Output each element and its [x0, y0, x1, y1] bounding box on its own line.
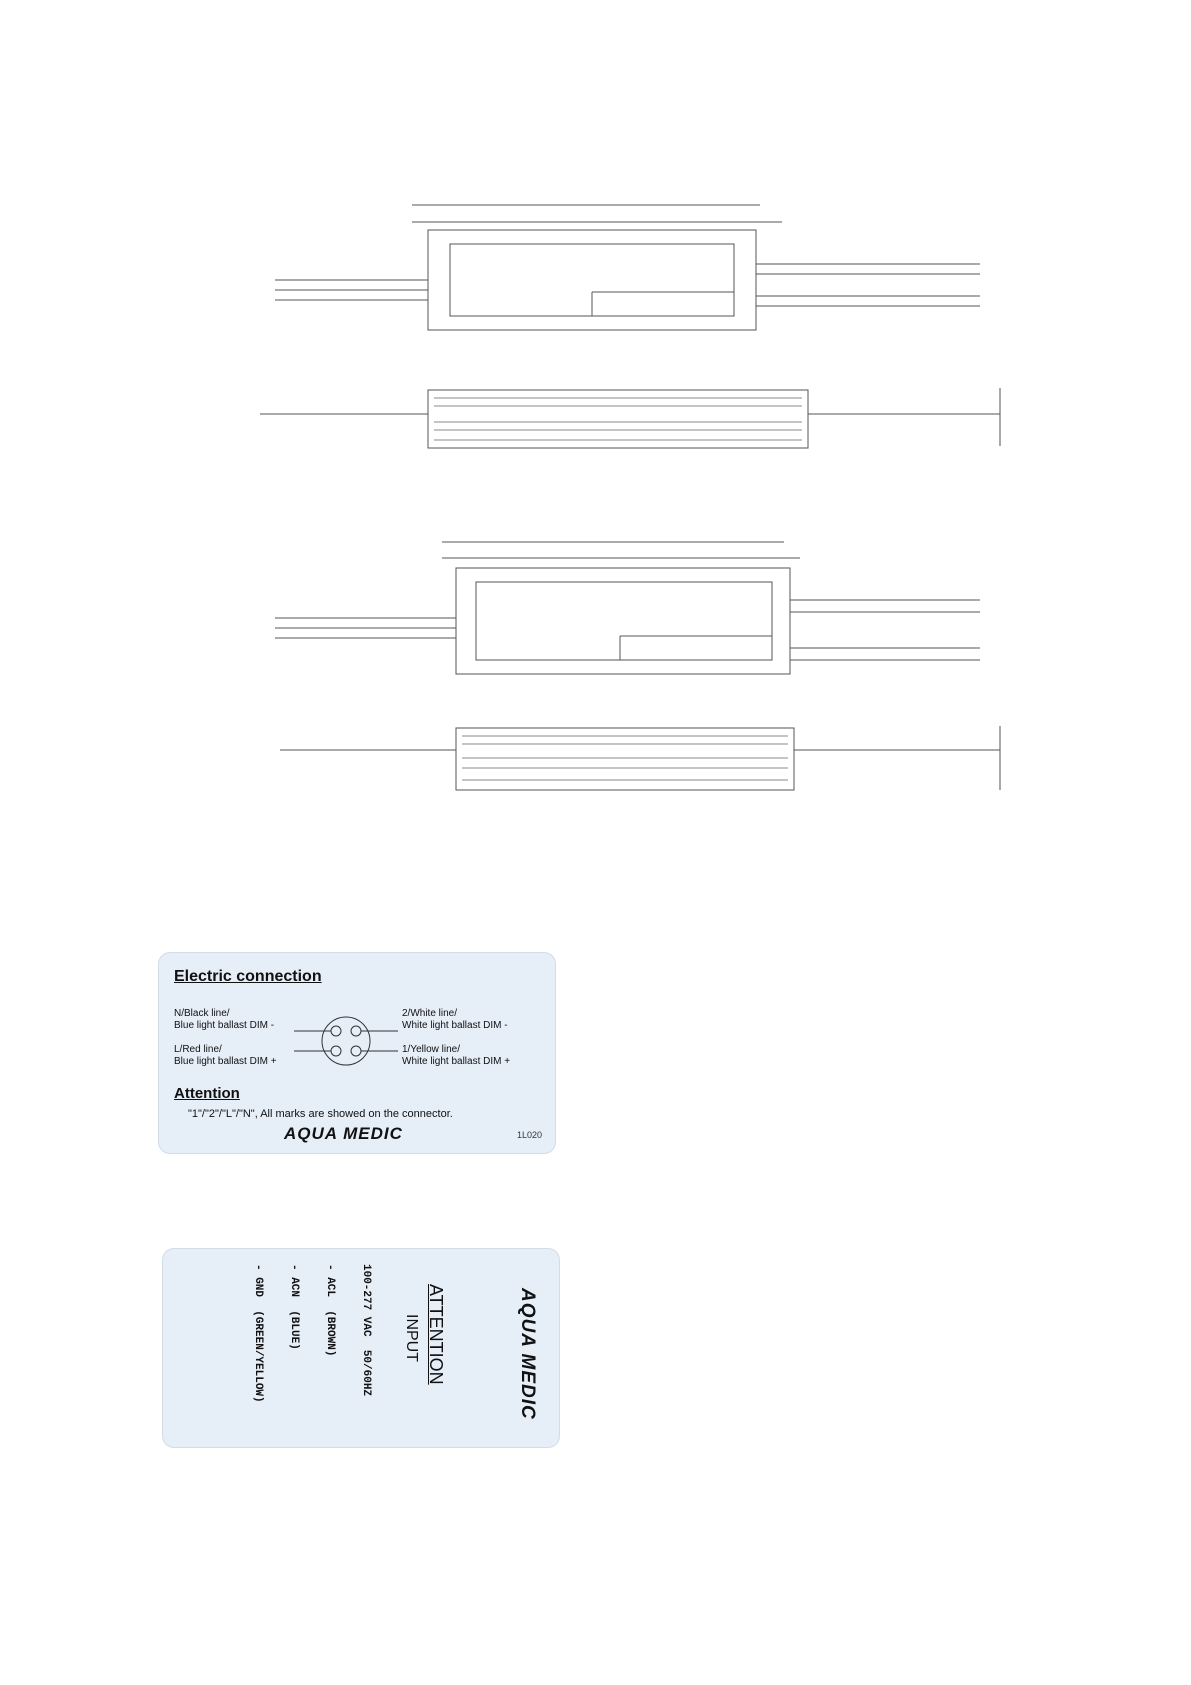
right-top-line-2: White light ballast DIM - — [402, 1020, 508, 1031]
right-bottom-line-2: White light ballast DIM + — [402, 1056, 511, 1067]
left-top-line-1: N/Black line/ — [174, 1008, 230, 1019]
input-attention-label — [162, 1248, 560, 1448]
attention-note: "1"/"2"/"L"/"N", All marks are showed on the connector. — [188, 1108, 453, 1120]
left-bottom-text — [174, 1044, 277, 1068]
input-attention-heading: ATTENTION — [426, 1284, 446, 1385]
input-spec-lines — [228, 1264, 396, 1403]
input-line-voltage: 100-277 VAC 50/60HZ — [360, 1264, 372, 1397]
connector-pin-diagram-icon — [294, 1010, 398, 1072]
brand-logo: AQUA MEDIC — [284, 1124, 403, 1143]
input-heading: INPUT — [403, 1314, 420, 1362]
right-bottom-text — [402, 1044, 510, 1068]
electric-connection-title: Electric connection — [174, 968, 322, 985]
right-top-text — [402, 1008, 508, 1032]
left-top-line-2: Blue light ballast DIM - — [174, 1020, 275, 1031]
right-top-line-1: 2/White line/ — [402, 1008, 458, 1019]
left-top-text — [174, 1008, 274, 1032]
left-bottom-line-2: Blue light ballast DIM + — [174, 1056, 277, 1067]
attention-title: Attention — [174, 1085, 240, 1102]
drawing-a — [150, 160, 1050, 460]
electric-connection-label — [158, 952, 556, 1154]
input-line-acl: - ACL (BROWN) — [324, 1264, 336, 1357]
input-line-acn: - ACN (BLUE) — [288, 1264, 300, 1350]
right-bottom-line-1: 1/Yellow line/ — [402, 1044, 461, 1055]
left-bottom-line-1: L/Red line/ — [174, 1044, 222, 1055]
rotated-content — [162, 1248, 560, 1448]
input-line-gnd: - GND (GREEN/YELLOW) — [252, 1264, 264, 1403]
input-brand-logo: AQUA MEDIC — [517, 1288, 538, 1420]
part-number: 1L020 — [516, 1130, 542, 1140]
drawing-b — [150, 500, 1050, 810]
